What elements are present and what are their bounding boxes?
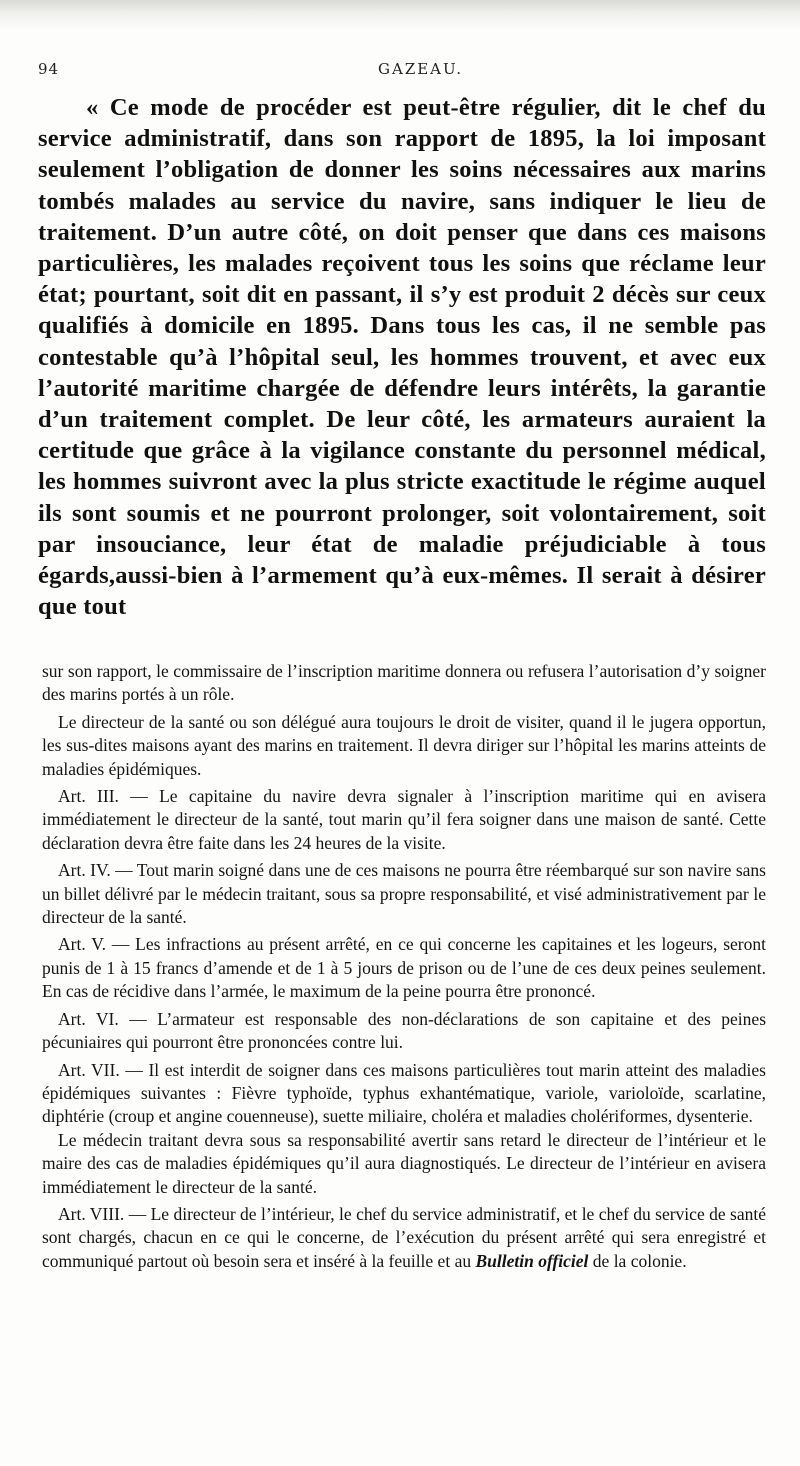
bulletin-officiel-title: Bulletin officiel: [475, 1250, 589, 1271]
footnote-article-3: Art. III. — Le capitaine du navire devra signaler à l’inscription maritime qui en avisera immédiatement le directeur de la santé, tout marin qu’il fera soigner dans une maison de santé. Cette déclaration devra être faite dans les 24 heures de la visite.: [42, 786, 766, 853]
scan-top-edge: [0, 0, 800, 30]
footnote-article-4: Art. IV. — Tout marin soigné dans une de ces maisons ne pourra être réembarqué sur son navire sans un billet délivré par le médecin traitant, sous sa propre responsabilité, et visé administrativement par le directeur de la santé.: [42, 860, 766, 928]
footnote-paragraph-continuation: sur son rapport, le commissaire de l’inscription maritime donnera ou refusera l’autorisation d’y soigner des marins portés à un rôle.: [42, 661, 766, 705]
footnote-block: [42, 660, 766, 1277]
main-body-text: [38, 92, 766, 622]
footnote-article-8: [42, 1203, 766, 1273]
footnote-article-5: Art. V. — Les infractions au présent arrêté, en ce qui concerne les capitaines et les logeurs, seront punis de 1 à 15 francs d’amende et de 1 à 5 jours de prison ou de l’une de ces deux peines seulement. En cas de récidive dans l’armée, le maximum de la peine pourra être prononcé.: [42, 934, 766, 1002]
footnote-article-6: Art. VI. — L’armateur est responsable des non-déclarations de son capitaine et des peines pécuniaires qui pourront être prononcées contre lui.: [42, 1008, 766, 1053]
article-8-tail: de la colonie.: [592, 1250, 687, 1271]
page-header: [38, 60, 766, 86]
main-paragraph: « Ce mode de procéder est peut-être régulier, dit le chef du service administratif, dans son rapport de 1895, la loi imposant seulement l’obligation de donner les soins nécessaires aux marins tombés malades au service du navire, sans indiquer le lieu de traitement. D’un autre côté, on doit penser que dans ces maisons particulières, les malades reçoivent tous les soins que réclame leur état; pourtant, soit dit en passant, il s’y est produit 2 décès sur ceux qualifiés à domicile en 1895. Dans tous les cas, il ne semble pas contestable qu’à l’hôpital seul, les hommes trouvent, et avec eux l’autorité maritime chargée de défendre leurs intérêts, la garantie d’un traitement complet. De leur côté, les armateurs auraient la certitude que grâce à la vigilance constante du personnel médical, les hommes suivront avec la plus stricte exactitude le régime auquel ils sont soumis et ne pourront prolonger, soit volontairement, soit par insouciance, leur état de maladie préjudiciable à tous égards,aussi-bien à l’armement qu’à eux-mêmes. Il serait à désirer que tout: [38, 94, 766, 621]
running-head: GAZEAU.: [378, 60, 464, 78]
page-number: 94: [38, 60, 60, 78]
footnote-paragraph-physician: Le médecin traitant devra sous sa responsabilité avertir sans retard le directeur de l’intérieur et le maire des cas de maladies épidémiques qu’il aura diagnostiqués. Le directeur de l’intérieur en avisera immédiatement le directeur de la santé.: [42, 1129, 766, 1197]
article-8-text: Art. VIII. — Le directeur de l’intérieur, le chef du service administratif, et le chef du service de santé sont chargés, chacun en ce qui le concerne, de l’exécution du présent arrêté qui sera enregistré et communiqué partout où besoin sera et inséré à la feuille et au: [42, 1203, 766, 1271]
footnote-article-7: Art. VII. — Il est interdit de soigner dans ces maisons particulières tout marin atteint des maladies épidémiques suivantes : Fièvre typhoïde, typhus exhantématique, variole, varioloïde, scarlatine, diphtérie (croup et angine couenneuse), suette miliaire, choléra et maladies cholériformes, dysenterie.: [42, 1059, 766, 1127]
footnote-paragraph-director: Le directeur de la santé ou son délégué aura toujours le droit de visiter, quand il le jugera opportun, les sus-dites maisons ayant des marins en traitement. Il devra diriger sur l’hôpital les marins atteints de maladies épidémiques.: [42, 711, 766, 779]
